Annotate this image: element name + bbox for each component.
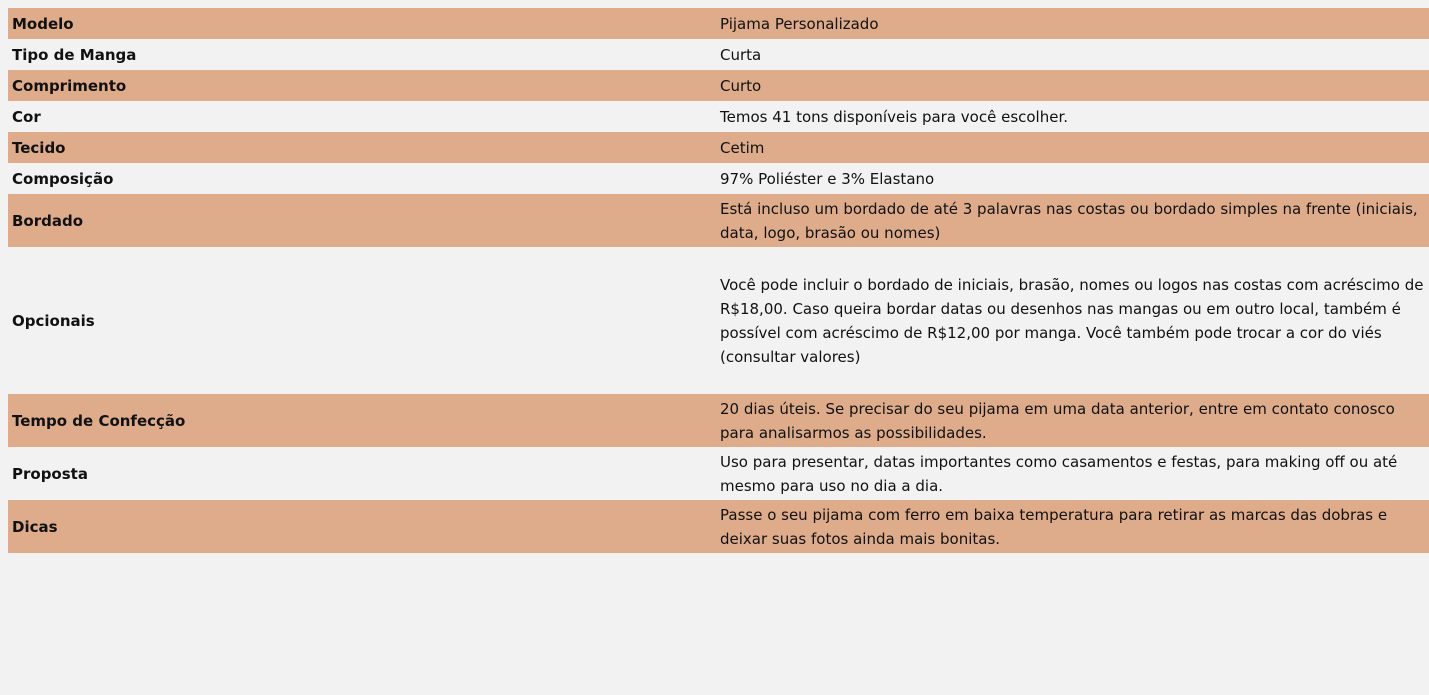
table-row-proposta xyxy=(8,447,1429,500)
table-row-comprimento xyxy=(8,70,1429,101)
row-label: Bordado xyxy=(12,211,84,230)
table-row-bordado xyxy=(8,194,1429,247)
row-label: Comprimento xyxy=(12,76,127,95)
row-label: Opcionais xyxy=(12,311,95,330)
row-value: 20 dias úteis. Se precisar do seu pijama em uma data anterior, entre em contato conosco para analisarmos as possibilidades. xyxy=(720,399,1395,442)
row-value: 97% Poliéster e 3% Elastano xyxy=(720,169,935,188)
row-label: Proposta xyxy=(12,464,88,483)
table-row-tipo-de-manga xyxy=(8,39,1429,70)
table-row-dicas xyxy=(8,500,1429,553)
row-label: Modelo xyxy=(12,14,74,33)
product-spec-table xyxy=(8,8,1429,553)
row-value: Curta xyxy=(720,45,762,64)
row-label: Tipo de Manga xyxy=(12,45,137,64)
row-label: Tempo de Confecção xyxy=(12,411,186,430)
row-label: Tecido xyxy=(12,138,66,157)
row-value: Você pode incluir o bordado de iniciais, brasão, nomes ou logos nas costas com acréscimo de R$18,00. Caso queira bordar datas ou desenhos nas mangas ou em outro local, também é possível com acréscimo de R$12,00 por manga. Você também pode trocar a cor do viés (consultar valores) xyxy=(720,275,1424,366)
row-value: Está incluso um bordado de até 3 palavras nas costas ou bordado simples na frente (iniciais, data, logo, brasão ou nomes) xyxy=(720,199,1418,242)
row-value: Cetim xyxy=(720,138,765,157)
table-row-modelo xyxy=(8,8,1429,39)
table-row-cor xyxy=(8,101,1429,132)
table-row-tecido xyxy=(8,132,1429,163)
table-row-opcionais xyxy=(8,247,1429,394)
row-label: Composição xyxy=(12,169,114,188)
row-value: Pijama Personalizado xyxy=(720,14,879,33)
table-row-tempo-de-confeccao xyxy=(8,394,1429,447)
row-value: Uso para presentar, datas importantes como casamentos e festas, para making off ou até mesmo para uso no dia a dia. xyxy=(720,452,1398,495)
row-value: Curto xyxy=(720,76,762,95)
row-value: Passe o seu pijama com ferro em baixa temperatura para retirar as marcas das dobras e deixar suas fotos ainda mais bonitas. xyxy=(720,505,1388,548)
table-row-composicao xyxy=(8,163,1429,194)
row-value: Temos 41 tons disponíveis para você escolher. xyxy=(720,107,1069,126)
row-label: Dicas xyxy=(12,517,58,536)
row-label: Cor xyxy=(12,107,41,126)
